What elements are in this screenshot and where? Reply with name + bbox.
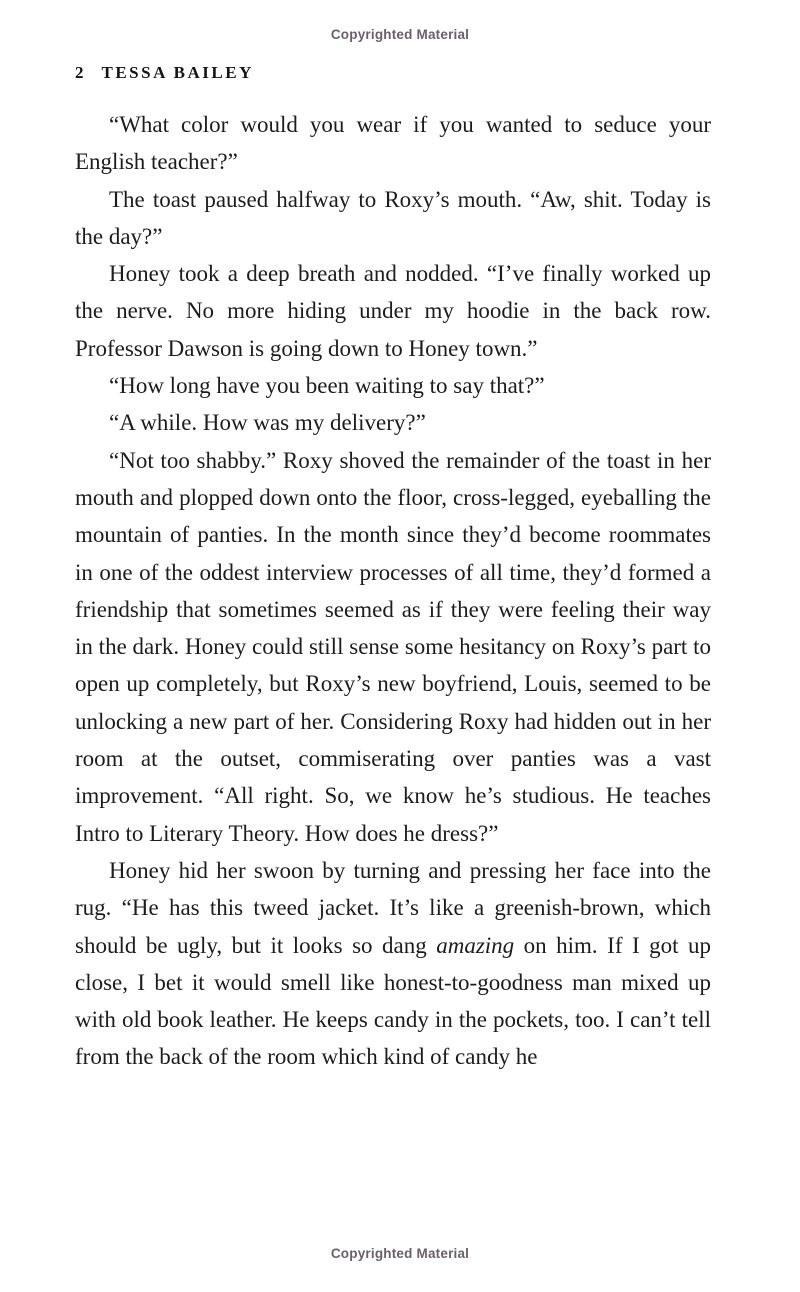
text-run: The toast paused halfway to Roxy’s mouth. “Aw, shit. Today is the day?” <box>75 186 711 249</box>
paragraph <box>75 442 711 852</box>
copyright-notice-bottom: Copyrighted Material <box>330 1246 470 1261</box>
paragraph <box>75 106 711 181</box>
paragraph <box>75 404 711 441</box>
italic-text-run: amazing <box>436 932 515 958</box>
body-text <box>75 106 711 1076</box>
text-run: “A while. How was my delivery?” <box>109 410 426 436</box>
page-number: 2 <box>75 63 84 82</box>
page-header <box>75 63 254 83</box>
paragraph <box>75 181 711 256</box>
text-run: on him. If I got up close, I bet it would smell like honest-to-goodness man mixed up with old book leather. He keeps candy in the pockets, too. I can’t tell from the back of the room which kind of candy he <box>75 932 711 1070</box>
paragraph <box>75 255 711 367</box>
paragraph <box>75 852 711 1076</box>
text-run: Honey took a deep breath and nodded. “I’ve finally worked up the nerve. No more hiding under my hoodie in the back row. Professor Dawson is going down to Honey town.” <box>75 261 711 361</box>
paragraph <box>75 367 711 404</box>
text-run: “What color would you wear if you wanted to seduce your English teacher?” <box>75 112 711 175</box>
text-run: Honey hid her swoon by turning and pressing her face into the rug. “He has this tweed jacket. It’s like a greenish-brown, which should be ugly, but it looks so dang <box>75 857 711 958</box>
copyright-notice-top: Copyrighted Material <box>330 27 470 42</box>
text-run: “Not too shabby.” Roxy shoved the remainder of the toast in her mouth and plopped down onto the floor, cross-legged, eyeballing the mountain of panties. In the month since they’d become roommates in one of the oddest interview processes of all time, they’d formed a friendship that sometimes seemed as if they were feeling their way in the dark. Honey could still sense some hesitancy on Roxy’s part to open up completely, but Roxy’s new boyfriend, Louis, seemed to be unlocking a new part of her. Considering Roxy had hidden out in her room at the outset, commiserating over panties was a vast improvement. “All right. So, we know he’s studious. He teaches Intro to Literary Theory. How does he dress?” <box>75 447 711 846</box>
author-name: TESSA BAILEY <box>101 63 254 82</box>
text-run: “How long have you been waiting to say that?” <box>109 373 545 399</box>
